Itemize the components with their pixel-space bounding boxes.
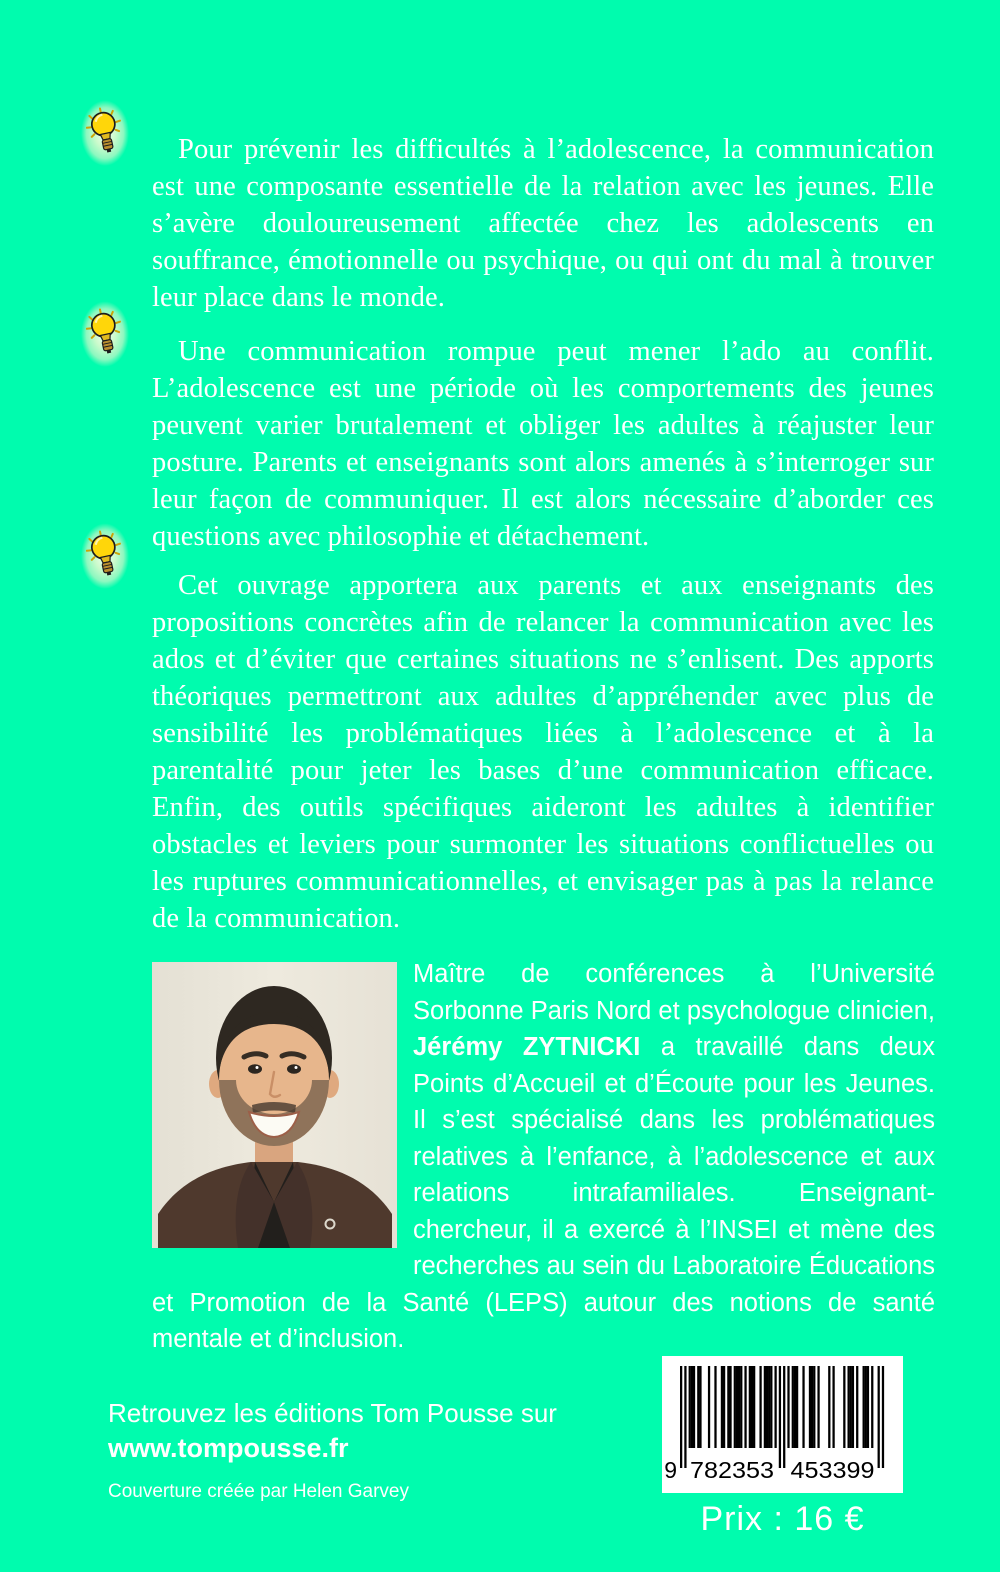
lightbulb-glow-3: [75, 520, 135, 602]
svg-text:9: 9: [664, 1457, 677, 1483]
lightbulb-icon: [86, 107, 124, 161]
author-bio: [152, 956, 935, 1358]
barcode: [662, 1356, 903, 1493]
price-label: Prix : 16 €: [700, 1500, 865, 1538]
intro-paragraph-2: Une communication rompue peut mener l’ado au conflit. L’adolescence est une période où les comportements des jeunes peuvent varier brutalement et obliger les adultes à réajuster leur posture. Parents et enseignants sont alors amenés à s’interroger sur leur façon de communiquer. Il est alors nécessaire d’aborder ces questions avec philosophie et détachement.: [152, 335, 934, 552]
publisher-website: www.tompousse.fr: [108, 1433, 349, 1463]
bio-text-after-name: a travaillé dans deux Points d’Accueil et d’Écoute pour les Jeunes. Il s’est spécialisé dans les problématiques relatives à l’enfance, à l’adolescence et aux relations intrafamiliales. Enseignant-chercheur, il a exercé à l’INSEI et mène des recherches au sein du Laboratoire Éducations et Promotion de la Santé (LEPS) autour des notions de santé mentale et d’inclusion.: [152, 1033, 935, 1353]
barcode-svg: [662, 1356, 903, 1493]
author-photo: [152, 962, 397, 1248]
svg-text:782353: 782353: [690, 1457, 774, 1483]
lightbulb-icon: [86, 530, 124, 584]
author-name: Jérémy ZYTNICKI: [413, 1033, 641, 1061]
intro-paragraph-1: Pour prévenir les difficultés à l’adolescence, la communication est une composante essentielle de la relation avec les jeunes. Elle s’avère douloureusement affectée chez les adolescents en souffrance, émotionnelle ou psychique, ou qui ont du mal à trouver leur place dans le monde.: [152, 133, 934, 313]
svg-text:453399: 453399: [790, 1457, 875, 1483]
bio-text-before-name: Maître de conférences à l’Université Sorbonne Paris Nord et psychologue clinicien,: [413, 960, 935, 1025]
lightbulb-glow-1: [75, 97, 135, 179]
lightbulb-glow-2: [75, 298, 135, 380]
intro-paragraph-3: Cet ouvrage apportera aux parents et aux enseignants des propositions concrètes afin de relancer la communication avec les ados et d’éviter que certaines situations ne s’enlisent. Des apports théoriques permettront aux adultes d’appréhender avec plus de sensibilité les problématiques liées à l’adolescence et à la parentalité pour jeter les bases d’une communication efficace. Enfin, des outils spécifiques aideront les adultes à identifier obstacles et leviers pour surmonter les situations conflictuelles ou les ruptures communicationnelles, et envisager pas à pas la relance de la communication.: [152, 569, 934, 934]
cover-credit: Couverture créée par Helen Garvey: [108, 1481, 409, 1502]
publisher-promo-text: Retrouvez les éditions Tom Pousse sur: [108, 1398, 557, 1428]
lightbulb-icon: [86, 308, 124, 362]
